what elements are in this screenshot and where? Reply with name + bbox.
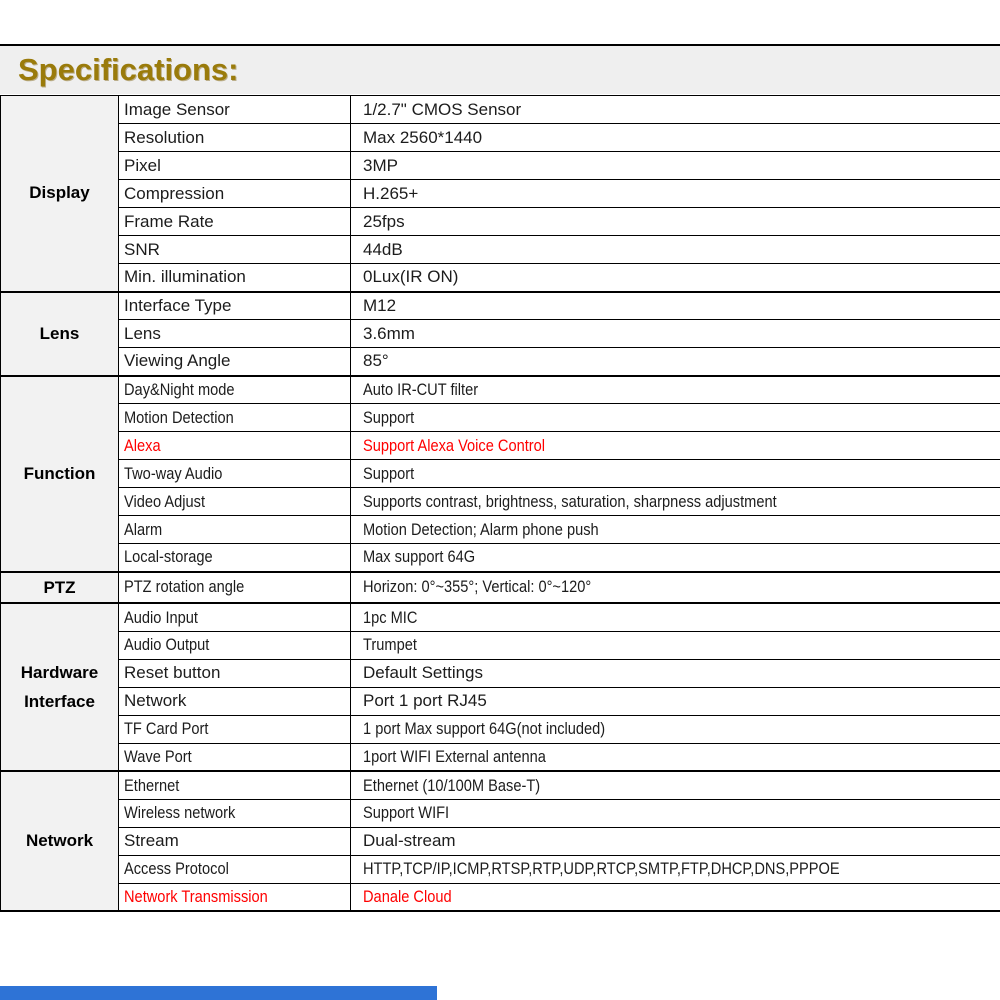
- table-row: [1, 96, 1000, 124]
- spec-label-cell-text: Resolution: [124, 127, 205, 147]
- spec-label-cell: [119, 544, 351, 572]
- spec-value-cell-text: 3MP: [363, 155, 398, 175]
- spec-value-cell-text: H.265+: [363, 183, 419, 203]
- spec-label-cell: [119, 488, 351, 516]
- spec-label-cell-text: Lens: [124, 323, 161, 343]
- spec-value-cell: [351, 152, 1000, 180]
- spec-label-cell-text: Image Sensor: [124, 99, 230, 119]
- spec-value-cell-text: 85°: [363, 351, 389, 371]
- spec-value-cell: [351, 883, 1000, 911]
- spec-value-cell: [351, 124, 1000, 152]
- spec-value-cell: [351, 855, 1000, 883]
- spec-value-cell: [351, 544, 1000, 572]
- spec-value-cell-text: Port 1 port RJ45: [363, 691, 487, 711]
- spec-label-cell: [119, 631, 351, 659]
- spec-value-cell: [351, 516, 1000, 544]
- table-row: [1, 631, 1000, 659]
- spec-label-cell-text: Interface Type: [124, 295, 232, 315]
- spec-value-cell-text: Support WIFI: [363, 803, 450, 823]
- table-row: [1, 572, 1000, 604]
- table-row: [1, 432, 1000, 460]
- spec-label-cell-text: Pixel: [124, 155, 161, 175]
- spec-value-cell-text: Ethernet (10/100M Base-T): [363, 775, 541, 795]
- spec-label-cell-text: Access Protocol: [124, 859, 229, 879]
- table-row: [1, 124, 1000, 152]
- spec-value-cell: [351, 460, 1000, 488]
- spec-label-cell: [119, 264, 351, 292]
- table-row: [1, 883, 1000, 911]
- table-row: [1, 771, 1000, 799]
- table-row: [1, 348, 1000, 376]
- spec-value-cell-text: Default Settings: [363, 663, 484, 683]
- spec-value-cell-text: Trumpet: [363, 635, 417, 655]
- spec-label-cell-text: Two-way Audio: [124, 463, 223, 483]
- spec-label-cell-text: Compression: [124, 183, 225, 203]
- spec-value-cell-text: 1pc MIC: [363, 607, 418, 627]
- spec-value-cell-text: Support: [363, 407, 415, 427]
- spec-label-cell-text: Network Transmission: [124, 887, 268, 906]
- spec-value-cell-text: 1port WIFI External antenna: [363, 747, 546, 766]
- table-row: [1, 320, 1000, 348]
- spec-value-cell: [351, 264, 1000, 292]
- spec-value-cell-text: 25fps: [363, 211, 405, 231]
- spec-value-cell-text: Support: [363, 463, 415, 483]
- spec-label-cell-text: Day&Night mode: [124, 379, 235, 399]
- category-cell: PTZ: [1, 572, 119, 604]
- spec-label-cell-text: Motion Detection: [124, 407, 234, 427]
- spec-label-cell-text: Min. illumination: [124, 267, 246, 287]
- spec-value-cell: [351, 348, 1000, 376]
- spec-value-cell-text: Support Alexa Voice Control: [363, 435, 546, 455]
- spec-value-cell: [351, 432, 1000, 460]
- spec-label-cell: [119, 827, 351, 855]
- table-row: [1, 743, 1000, 771]
- spec-value-cell-text: Dual-stream: [363, 831, 456, 851]
- spec-value-cell: [351, 180, 1000, 208]
- spec-label-cell-text: Local-storage: [124, 547, 213, 567]
- spec-value-cell: [351, 659, 1000, 687]
- spec-label-cell: [119, 743, 351, 771]
- spec-label-cell: [119, 659, 351, 687]
- spec-value-cell: [351, 320, 1000, 348]
- spec-label-cell: [119, 516, 351, 544]
- specifications-table: [0, 95, 1000, 912]
- spec-label-cell-text: Ethernet: [124, 775, 180, 795]
- spec-label-cell: [119, 855, 351, 883]
- spec-label-cell-text: Alarm: [124, 519, 163, 539]
- spec-label-cell-text: TF Card Port: [124, 719, 209, 739]
- spec-label-cell: [119, 715, 351, 743]
- table-row: [1, 488, 1000, 516]
- spec-value-cell-text: M12: [363, 295, 397, 315]
- spec-value-cell: [351, 236, 1000, 264]
- spec-value-cell-text: 44dB: [363, 239, 403, 259]
- spec-value-cell: [351, 631, 1000, 659]
- spec-value-cell: [351, 96, 1000, 124]
- spec-value-cell-text: 1 port Max support 64G(not included): [363, 719, 606, 739]
- spec-label-cell: [119, 603, 351, 631]
- spec-value-cell: [351, 743, 1000, 771]
- spec-label-cell: [119, 687, 351, 715]
- table-row: [1, 236, 1000, 264]
- spec-label-cell: [119, 376, 351, 404]
- spec-value-cell-text: Auto IR-CUT filter: [363, 379, 479, 399]
- spec-value-cell-text: 1/2.7" CMOS Sensor: [363, 99, 522, 119]
- spec-label-cell: [119, 572, 351, 604]
- spec-label-cell: [119, 883, 351, 911]
- spec-label-cell: [119, 236, 351, 264]
- spec-value-cell-text: Motion Detection; Alarm phone push: [363, 519, 599, 539]
- spec-value-cell-text: 3.6mm: [363, 323, 415, 343]
- spec-label-cell-text: Audio Output: [124, 635, 210, 655]
- table-row: [1, 687, 1000, 715]
- spec-label-cell-text: Wireless network: [124, 803, 236, 823]
- category-cell: Hardware Interface: [1, 603, 119, 771]
- spec-value-cell: [351, 376, 1000, 404]
- spec-value-cell: [351, 572, 1000, 604]
- spec-value-cell: [351, 771, 1000, 799]
- spec-value-cell-text: HTTP,TCP/IP,ICMP,RTSP,RTP,UDP,RTCP,SMTP,FTP,DHCP,DNS,PPPOE: [363, 859, 840, 879]
- spec-label-cell-text: Alexa: [124, 435, 161, 455]
- spec-label-cell: [119, 460, 351, 488]
- spec-label-cell: [119, 404, 351, 432]
- table-row: [1, 827, 1000, 855]
- spec-label-cell-text: Frame Rate: [124, 211, 214, 231]
- spec-value-cell-text: Danale Cloud: [363, 887, 452, 906]
- table-row: [1, 603, 1000, 631]
- category-cell: Lens: [1, 292, 119, 376]
- spec-value-cell: [351, 715, 1000, 743]
- table-row: [1, 152, 1000, 180]
- spec-label-cell-text: Video Adjust: [124, 491, 206, 511]
- spec-label-cell: [119, 124, 351, 152]
- table-row: [1, 799, 1000, 827]
- spec-value-cell-text: Horizon: 0°~355°; Vertical: 0°~120°: [363, 577, 592, 597]
- spec-value-cell-text: Max support 64G: [363, 547, 476, 567]
- spec-label-cell-text: Stream: [124, 831, 179, 851]
- category-cell: Display: [1, 96, 119, 292]
- table-row: [1, 264, 1000, 292]
- spec-label-cell: [119, 320, 351, 348]
- page-title: Specifications:: [18, 52, 239, 87]
- spec-value-cell: [351, 208, 1000, 236]
- spec-value-cell-text: 0Lux(IR ON): [363, 267, 459, 287]
- spec-value-cell: [351, 292, 1000, 320]
- spec-label-cell: [119, 96, 351, 124]
- table-row: [1, 404, 1000, 432]
- table-row: [1, 292, 1000, 320]
- spec-label-cell-text: Wave Port: [124, 747, 192, 766]
- spec-value-cell: [351, 827, 1000, 855]
- spec-label-cell: [119, 432, 351, 460]
- table-row: [1, 855, 1000, 883]
- spec-label-cell: [119, 799, 351, 827]
- spec-label-cell: [119, 208, 351, 236]
- spec-label-cell: [119, 348, 351, 376]
- specifications-header-band: [0, 46, 1000, 94]
- category-cell: Function: [1, 376, 119, 572]
- spec-table-body: [1, 96, 1000, 912]
- category-cell: Network: [1, 771, 119, 911]
- table-row: [1, 208, 1000, 236]
- bottom-blue-bar: [0, 986, 437, 1000]
- spec-value-cell: [351, 404, 1000, 432]
- spec-label-cell-text: Reset button: [124, 663, 221, 683]
- spec-value-cell: [351, 799, 1000, 827]
- table-row: [1, 180, 1000, 208]
- spec-label-cell: [119, 771, 351, 799]
- table-row: [1, 544, 1000, 572]
- spec-value-cell-text: Max 2560*1440: [363, 127, 483, 147]
- spec-value-cell: [351, 488, 1000, 516]
- spec-value-cell: [351, 687, 1000, 715]
- table-row: [1, 376, 1000, 404]
- spec-value-cell: [351, 603, 1000, 631]
- table-row: [1, 715, 1000, 743]
- spec-label-cell-text: Viewing Angle: [124, 351, 231, 371]
- spec-label-cell: [119, 152, 351, 180]
- spec-label-cell: [119, 292, 351, 320]
- table-row: [1, 460, 1000, 488]
- table-row: [1, 659, 1000, 687]
- spec-label-cell-text: Audio Input: [124, 607, 198, 627]
- table-row: [1, 516, 1000, 544]
- spec-value-cell-text: Supports contrast, brightness, saturation, sharpness adjustment: [363, 491, 777, 511]
- spec-label-cell-text: SNR: [124, 239, 160, 259]
- spec-label-cell: [119, 180, 351, 208]
- spec-label-cell-text: Network: [124, 691, 187, 711]
- spec-label-cell-text: PTZ rotation angle: [124, 577, 245, 597]
